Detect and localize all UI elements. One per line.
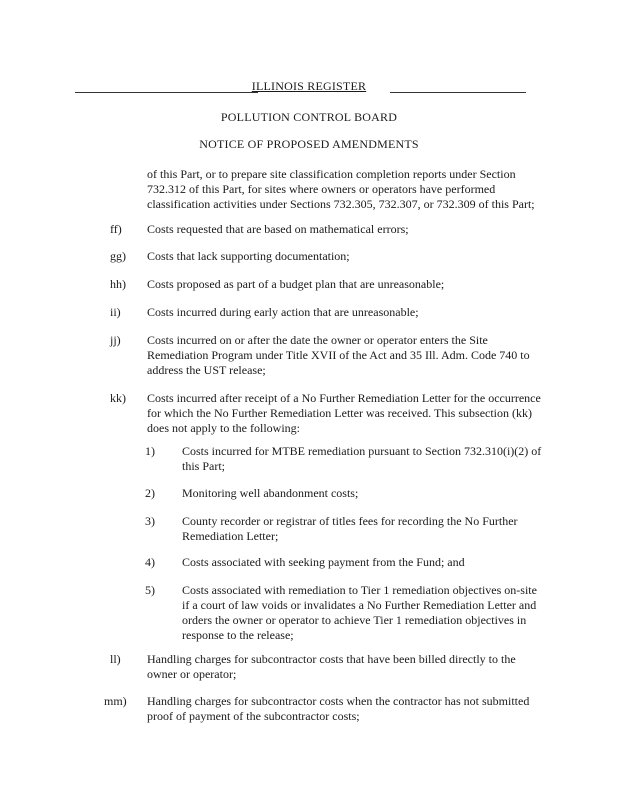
subitem-label: 3): [145, 514, 155, 528]
subitem-label: 1): [145, 444, 155, 458]
item-text: Costs incurred on or after the date the owner or operator enters the Site Remediation Program under Title XVII of the Act and 35 Ill. Adm. Code 740 to address the UST release;: [147, 333, 530, 377]
continuation-paragraph: of this Part, or to prepare site classification completion reports under Section 732.312 of this Part, for sites where owners or operators have performed classification activities under Sections 732.305, 732.307, or 732.309 of this Part;: [147, 167, 535, 211]
subitem-text: Costs associated with seeking payment from the Fund; and: [182, 555, 465, 569]
item-label: kk): [110, 391, 126, 405]
item-label: ll): [110, 652, 121, 666]
item-text: Costs requested that are based on mathematical errors;: [147, 222, 409, 236]
subitem-text: Costs incurred for MTBE remediation pursuant to Section 732.310(i)(2) of this Part;: [182, 444, 542, 473]
subitem-text: County recorder or registrar of titles fees for recording the No Further Remediation Letter;: [182, 514, 518, 543]
subitem-label: 4): [145, 555, 155, 569]
item-label: hh): [110, 277, 126, 291]
subitem-label: 2): [145, 486, 155, 500]
item-text: Costs that lack supporting documentation;: [147, 249, 350, 263]
item-text: Costs proposed as part of a budget plan that are unreasonable;: [147, 277, 445, 291]
notice-title: NOTICE OF PROPOSED AMENDMENTS: [199, 137, 419, 151]
subitem-label: 5): [145, 583, 155, 597]
subitem-text: Monitoring well abandonment costs;: [182, 486, 359, 500]
register-title: ILLINOIS REGISTER: [251, 79, 367, 93]
subitem-text: Costs associated with remediation to Tier 1 remediation objectives on-site if a court of law voids or invalidates a No Further Remediation Letter and orders the owner or operator to achieve Tier 1 remediation objectives in response to the release;: [182, 583, 537, 642]
item-text: Costs incurred during early action that are unreasonable;: [147, 305, 419, 319]
item-label: jj): [110, 333, 121, 347]
item-label: gg): [110, 249, 126, 263]
item-label: ff): [110, 222, 122, 236]
item-label: mm): [104, 694, 127, 708]
item-text: Handling charges for subcontractor costs that have been billed directly to the owner or operator;: [147, 652, 516, 681]
item-text: Handling charges for subcontractor costs when the contractor has not submitted proof of payment of the subcontractor costs;: [147, 694, 530, 723]
board-title: POLLUTION CONTROL BOARD: [220, 110, 398, 124]
item-label: ii): [110, 305, 121, 319]
item-text: Costs incurred after receipt of a No Further Remediation Letter for the occurrence for which the No Further Remediation Letter was received. This subsection (kk) does not apply to the following:: [147, 391, 541, 435]
